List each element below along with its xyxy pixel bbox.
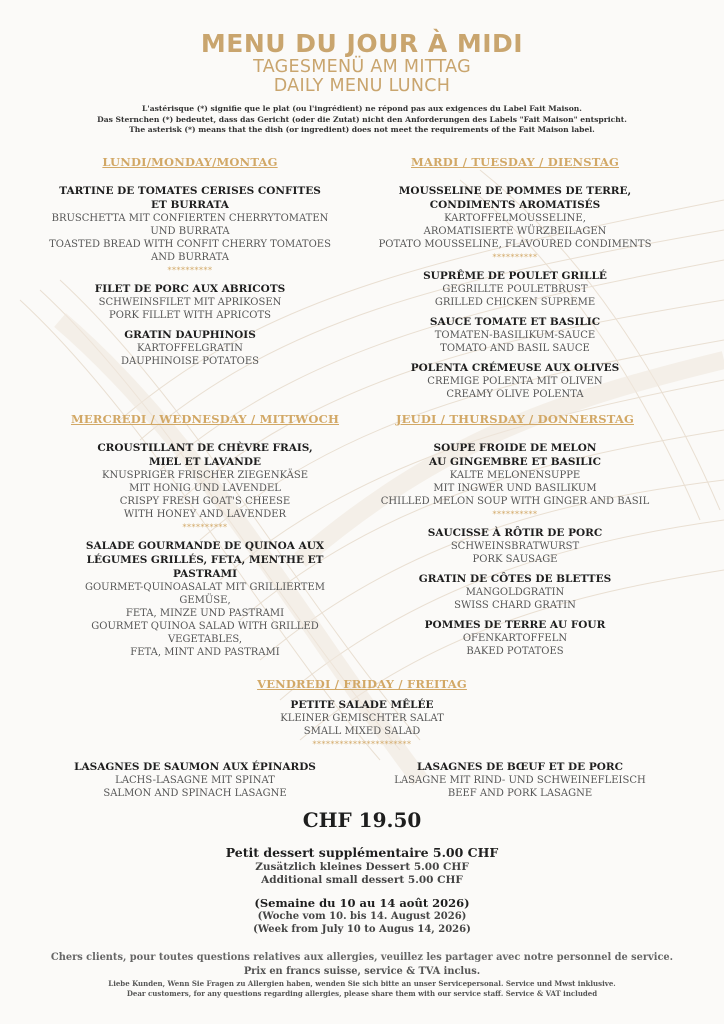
- dish-translation: TOMATO AND BASIL SAUCE: [440, 343, 590, 354]
- dish-name: POMMES DE TERRE AU FOUR: [424, 619, 606, 631]
- dish-translation: CHILLED MELON SOUP WITH GINGER AND BASIL: [380, 496, 650, 507]
- dish-translation: FETA, MINT AND PASTRAMI: [130, 647, 280, 658]
- tuesday-section: [365, 155, 665, 401]
- dish-name: SAUCE TOMATE ET BASILIC: [429, 316, 601, 328]
- dish-name: ET BURRATA: [151, 199, 229, 211]
- dish-name: CROUSTILLANT DE CHÈVRE FRAIS,: [97, 442, 313, 454]
- dish-name: GRATIN DAUPHINOIS: [124, 329, 256, 341]
- dish-translation: MANGOLDGRATIN: [465, 587, 565, 598]
- dish-name: SOUPE FROIDE DE MELON: [433, 442, 597, 454]
- dessert-de: Zusätzlich kleines Dessert 5.00 CHF: [255, 861, 469, 873]
- dish-name: POLENTA CRÉMEUSE AUX OLIVES: [410, 362, 620, 374]
- dish-translation: FETA, MINZE UND PASTRAMI: [125, 608, 285, 619]
- dish-translation: SCHWEINSFILET MIT APRIKOSEN: [98, 297, 282, 308]
- dish-translation: SMALL MIXED SALAD: [303, 726, 421, 737]
- day-heading: MERCREDI / WEDNESDAY / MITTWOCH: [70, 412, 340, 426]
- dish-name: LASAGNES DE SAUMON AUX ÉPINARDS: [74, 761, 316, 773]
- dish-translation: LACHS-LASAGNE MIT SPINAT: [115, 775, 275, 786]
- dessert-info: [0, 845, 724, 887]
- dish-translation: BAKED POTATOES: [466, 646, 564, 657]
- dish-translation: GOURMET-QUINOASALAT MIT GRILLIERTEM: [84, 582, 326, 593]
- dish-translation: WITH HONEY AND LAVENDER: [123, 509, 287, 520]
- dessert-en: Additional small dessert 5.00 CHF: [261, 874, 463, 886]
- dish-name: PETITE SALADE MÊLÉE: [290, 699, 434, 711]
- dish-name: MOUSSELINE DE POMMES DE TERRE,: [398, 185, 632, 197]
- day-heading: LUNDI/MONDAY/MONTAG: [102, 155, 278, 169]
- menu-subtitle-de: TAGESMENÜ AM MITTAG: [253, 57, 471, 77]
- dish-translation: SWISS CHARD GRATIN: [454, 600, 576, 611]
- thursday-section: [365, 412, 665, 658]
- friday-main-right: [365, 760, 675, 800]
- separator: **********: [492, 510, 538, 519]
- dish-name: PASTRAMI: [172, 568, 238, 580]
- dish-translation: VEGETABLES,: [167, 634, 243, 645]
- allergy-note-de: Liebe Kunden, Wenn Sie Fragen zu Allergien haben, wenden Sie sich bitte an unser Servicepersonal. Service und Mwst inklusive.: [108, 979, 616, 988]
- label-notes: [60, 104, 664, 136]
- dish-translation: AROMATISIERTE WÜRZBEILAGEN: [423, 226, 607, 237]
- dish-name: LÉGUMES GRILLÉS, FETA, MENTHE ET: [86, 554, 324, 566]
- note-fr: L'astérisque (*) signifie que le plat (ou l'ingrédient) ne répond pas aux exigences du Label Fait Maison.: [142, 104, 582, 113]
- dish-translation: KLEINER GEMISCHTER SALAT: [280, 713, 444, 724]
- allergy-note-fr: Chers clients, pour toutes questions relatives aux allergies, veuillez les partager avec notre personnel de service.: [50, 952, 674, 963]
- dish-translation: PORK FILLET WITH APRICOTS: [108, 310, 272, 321]
- allergy-note-en: Dear customers, for any questions regarding allergies, please share them with our service staff. Service & VAT included: [126, 989, 598, 998]
- separator: **********: [492, 253, 538, 262]
- dish-translation: GRILLED CHICKEN SUPREME: [434, 297, 596, 308]
- dish-translation: GOURMET QUINOA SALAD WITH GRILLED: [91, 621, 319, 632]
- dish-translation: SCHWEINSBRATWURST: [450, 541, 580, 552]
- dish-translation: MIT INGWER UND BASILIKUM: [433, 483, 597, 494]
- dish-name: LASAGNES DE BŒUF ET DE PORC: [417, 761, 623, 773]
- day-heading: JEUDI / THURSDAY / DONNERSTAG: [396, 412, 634, 426]
- dish-translation: UND BURRATA: [150, 226, 230, 237]
- week-de: (Woche vom 10. bis 14. August 2026): [257, 911, 467, 922]
- dish-translation: CRISPY FRESH GOAT'S CHEESE: [119, 496, 291, 507]
- dish-translation: CREAMY OLIVE POLENTA: [446, 389, 584, 400]
- monday-section: [40, 155, 340, 368]
- dish-translation: KNUSPRIGER FRISCHER ZIEGENKÄSE: [101, 470, 309, 481]
- separator: **********************: [312, 740, 412, 749]
- dish-name: SUPRÊME DE POULET GRILLÉ: [423, 270, 607, 282]
- note-de: Das Sternchen (*) bedeutet, dass das Gericht (oder die Zutat) nicht den Anforderungen des Labels "Fait Maison" entspricht.: [97, 114, 627, 124]
- price-note: Prix en francs suisse, service & TVA inclus.: [243, 966, 481, 977]
- dish-translation: TOMATEN-BASILIKUM-SAUCE: [434, 330, 596, 341]
- dish-translation: CREMIGE POLENTA MIT OLIVEN: [427, 376, 603, 387]
- friday-main-left: [30, 760, 360, 800]
- week-info: [0, 896, 724, 936]
- dish-translation: KARTOFFELMOUSSELINE,: [444, 213, 586, 224]
- dish-translation: MIT HONIG UND LAVENDEL: [129, 483, 281, 494]
- dish-name: SAUCISSE À RÔTIR DE PORC: [427, 527, 603, 539]
- dish-translation: OFENKARTOFFELN: [462, 633, 568, 644]
- dish-translation: KARTOFFELGRATIN: [137, 343, 243, 354]
- dish-translation: LASAGNE MIT RIND- UND SCHWEINEFLEISCH: [394, 775, 646, 786]
- menu-subtitle-en: DAILY MENU LUNCH: [273, 76, 451, 96]
- week-fr: (Semaine du 10 au 14 août 2026): [254, 896, 470, 910]
- footer: [0, 951, 724, 999]
- dessert-fr: Petit dessert supplémentaire 5.00 CHF: [225, 845, 499, 860]
- dish-name: MIEL ET LAVANDE: [149, 456, 261, 468]
- dish-name: SALADE GOURMANDE DE QUINOA AUX: [85, 540, 325, 552]
- dish-translation: BRUSCHETTA MIT CONFIERTEN CHERRYTOMATEN: [51, 213, 329, 224]
- separator: **********: [167, 266, 213, 275]
- dish-name: GRATIN DE CÔTES DE BLETTES: [418, 573, 612, 585]
- friday-section: [162, 677, 562, 756]
- dish-translation: DAUPHINOISE POTATOES: [120, 356, 260, 367]
- dish-translation: GEMÜSE,: [179, 595, 231, 606]
- dish-translation: AND BURRATA: [150, 252, 230, 263]
- dish-translation: GEGRILLTE POULETBRUST: [442, 284, 588, 295]
- menu-price: CHF 19.50: [302, 808, 422, 832]
- wednesday-section: [40, 412, 370, 659]
- day-heading: VENDREDI / FRIDAY / FREITAG: [257, 677, 467, 691]
- day-heading: MARDI / TUESDAY / DIENSTAG: [411, 155, 619, 169]
- week-en: (Week from July 10 to Augus 14, 2026): [253, 923, 471, 935]
- menu-title: MENU DU JOUR À MIDI: [200, 29, 524, 58]
- dish-name: CONDIMENTS AROMATISÉS: [429, 199, 601, 211]
- dish-translation: KALTE MELONENSUPPE: [449, 470, 581, 481]
- dish-translation: SALMON AND SPINACH LASAGNE: [103, 788, 287, 799]
- dish-name: AU GINGEMBRE ET BASILIC: [429, 456, 601, 468]
- dish-translation: POTATO MOUSSELINE, FLAVOURED CONDIMENTS: [378, 239, 652, 250]
- dish-translation: TOASTED BREAD WITH CONFIT CHERRY TOMATOES: [49, 239, 331, 250]
- dish-translation: PORK SAUSAGE: [472, 554, 558, 565]
- dish-translation: BEEF AND PORK LASAGNE: [447, 788, 593, 799]
- separator: **********: [182, 523, 228, 532]
- menu-header: [0, 30, 724, 96]
- note-en: The asterisk (*) means that the dish (or ingredient) does not meet the requirements of the Fait Maison label.: [129, 125, 595, 134]
- dish-name: FILET DE PORC AUX ABRICOTS: [94, 283, 286, 295]
- dish-name: TARTINE DE TOMATES CERISES CONFITES: [59, 185, 321, 197]
